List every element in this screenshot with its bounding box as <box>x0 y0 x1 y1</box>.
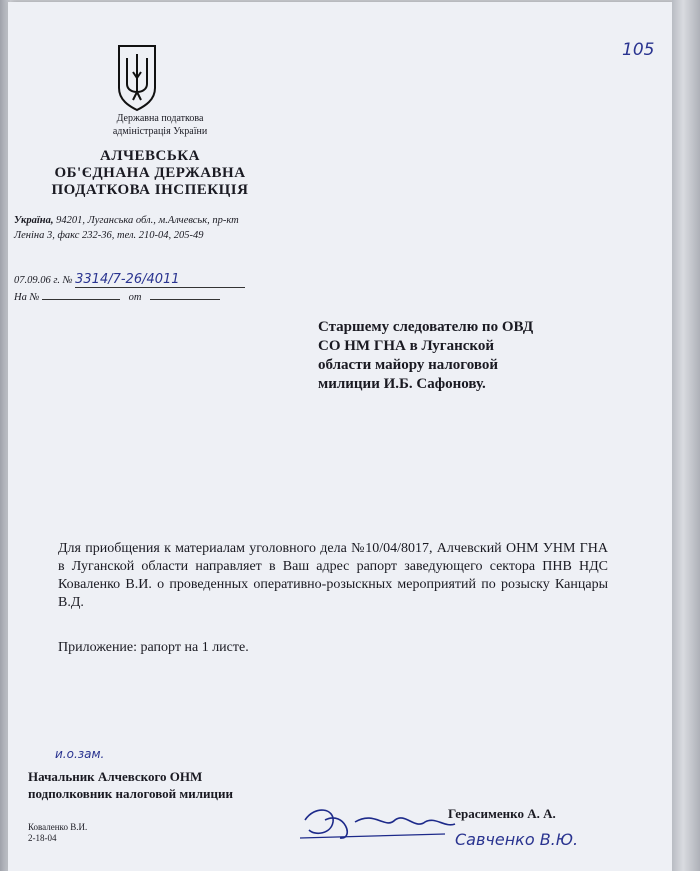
reference-date-blank <box>150 299 220 300</box>
reference-from: от <box>128 292 142 303</box>
signatory-title <box>28 768 233 802</box>
executor-name: Коваленко В.И. <box>28 822 88 832</box>
agency-line-2: адміністрація України <box>112 126 208 137</box>
recipient-block <box>318 318 618 394</box>
page-stack-edge <box>672 0 700 871</box>
reference-prefix: На № <box>14 292 40 303</box>
number-prefix: № <box>62 275 73 286</box>
address-line-2: Леніна 3, факс 232-36, тел. 210-04, 205-49 <box>14 230 204 241</box>
inspection-name <box>30 148 270 199</box>
address-country: Україна, <box>14 215 54 226</box>
signatory-name: Герасименко А. А. <box>448 806 556 821</box>
registration-line <box>14 272 245 303</box>
letter-date: 07.09.06 г. <box>14 275 60 286</box>
trident-emblem-icon <box>115 42 159 112</box>
signatory-title-line-1: Начальник Алчевского ОНМ <box>28 769 203 784</box>
address-block <box>14 213 314 243</box>
handwritten-signature-text: Савченко В.Ю. <box>455 830 579 849</box>
letter-body <box>58 540 608 612</box>
address-line-1-rest: 94201, Луганська обл., м.Алчевськ, пр-кт <box>53 215 239 226</box>
recipient-line-2: СО НМ ГНА в Луганской <box>318 338 494 354</box>
attachment-line: Приложение: рапорт на 1 листе. <box>58 640 249 655</box>
reference-number-blank <box>42 299 120 300</box>
signatory-title-line-2: подполковник налоговой милиции <box>28 786 233 801</box>
letter-number: 3314/7-26/4011 <box>75 272 245 288</box>
executor-block <box>28 822 87 844</box>
handwritten-note: и.о.зам. <box>55 747 105 761</box>
recipient-line-1: Старшему следователю по ОВД <box>318 319 534 335</box>
recipient-line-3: области майору налоговой <box>318 357 499 373</box>
inspection-line-3: ПОДАТКОВА ІНСПЕКЦІЯ <box>51 182 249 198</box>
body-paragraph: Для приобщения к материалам уголовного дела №10/04/8017, Алчевский ОНМ УНМ ГНА в Луганской области направляет в Ваш адрес рапорт заведующего сектора ПНВ НДС Коваленко В.И. о проведенных оперативно-розыскных мероприятий по розыску Канцары В.Д. <box>58 541 608 610</box>
agency-line-1: Державна податкова <box>116 113 204 124</box>
inspection-line-2: ОБ'ЄДНАНА ДЕРЖАВНА <box>54 165 246 181</box>
address-line-1 <box>14 213 314 228</box>
agency-name <box>100 112 220 138</box>
recipient-line-4: милиции И.Б. Сафонову. <box>318 376 486 392</box>
page-number: 105 <box>622 40 655 60</box>
inspection-line-1: АЛЧЕВСЬКА <box>100 148 200 164</box>
executor-phone: 2-18-04 <box>28 833 57 843</box>
